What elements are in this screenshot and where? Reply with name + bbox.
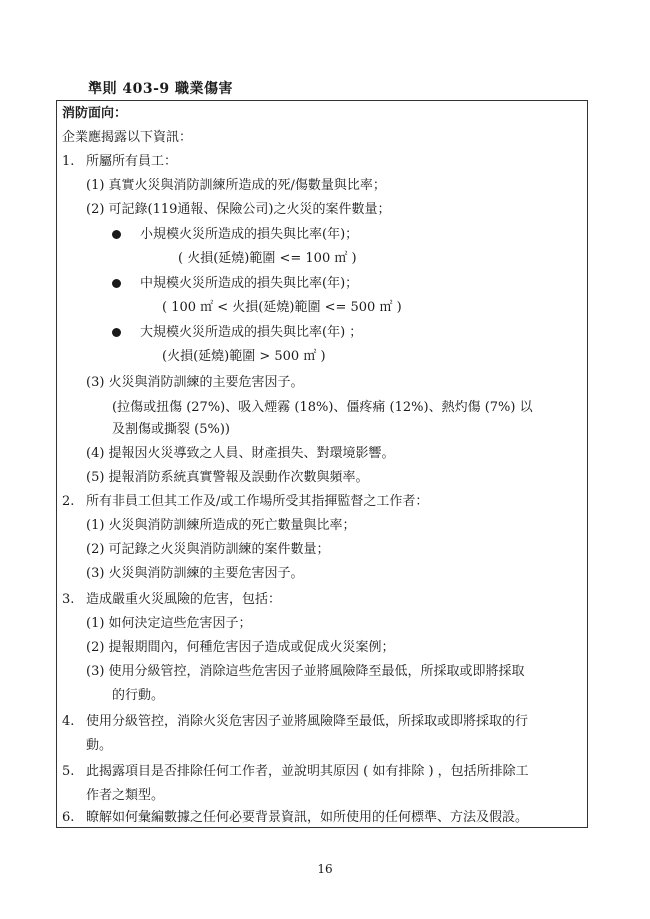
page-title: 準則 403-9 職業傷害 [88,81,234,97]
item-1-number: 1. [62,154,75,169]
item-1-sub-5: (5) 提報消防系統真實警報及誤動作次數與頻率。 [86,470,369,485]
item-4-text: 使用分級管控，消除火災危害因子並將風險降至最低，所採取或即將採取的行 [86,714,529,729]
item-6-number: 6. [62,810,75,825]
item-1-sub-3: (3) 火災與消防訓練的主要危害因子。 [86,375,304,390]
bullet-icon [112,279,121,288]
item-2-number: 2. [62,494,75,509]
item-1-sub-3-detail-2: 及割傷或撕裂 (5%)) [112,422,230,437]
item-3-sub-2: (2) 提報期間內，何種危害因子造成或促成火災案例； [86,640,395,655]
item-2-sub-3: (3) 火災與消防訓練的主要危害因子。 [86,566,304,581]
item-3-sub-3-cont: 的行動。 [112,688,165,703]
item-2-text: 所有非員工但其工作及/或工作場所受其指揮監督之工作者： [86,494,429,509]
intro-text: 企業應揭露以下資訊： [62,130,193,145]
item-2-sub-2: (2) 可記錄之火災與消防訓練的案件數量； [86,542,330,557]
item-5-number: 5. [62,764,75,779]
item-5-text: 此揭露項目是否排除任何工作者，並說明其原因 ( 如有排除 ) ，包括所排除工 [86,764,529,779]
bullet-icon [112,328,121,337]
item-3-sub-1: (1) 如何決定這些危害因子； [86,616,252,631]
item-3-text: 造成嚴重火災風險的危害，包括： [86,592,282,607]
item-3-sub-3: (3) 使用分級管控，消除這些危害因子並將風險降至最低，所採取或即將採取 [86,664,525,679]
item-2-sub-1: (1) 火災與消防訓練所造成的死亡數量與比率； [86,518,356,533]
bullet-medium-fire: 中規模火災所造成的損失與比率(年)； [140,276,359,291]
bullet-large-fire-range: (火損(延燒)範圍 > 500 ㎡ ) [162,349,326,364]
bullet-large-fire: 大規模火災所造成的損失與比率(年) ； [140,325,363,340]
bullet-small-fire: 小規模火災所造成的損失與比率(年)； [140,227,359,242]
bullet-icon [112,230,121,239]
item-1-sub-1: (1) 真實火災與消防訓練所造成的死/傷數量與比率； [86,178,386,193]
item-1-sub-3-detail-1: (拉傷或扭傷 (27%)、吸入煙霧 (18%)、僵疼痛 (12%)、熱灼傷 (7%) 以 [112,400,533,415]
item-6-text: 瞭解如何彙編數據之任何必要背景資訊，如所使用的任何標準、方法及假設。 [86,810,529,825]
item-5-text-cont: 作者之類型。 [86,788,165,803]
item-1-sub-4: (4) 提報因火災導致之人員、財產損失、對環境影響。 [86,446,395,461]
item-1-sub-2: (2) 可記錄(119通報、保險公司)之火災的案件數量； [86,202,391,217]
item-3-number: 3. [62,592,75,607]
item-4-number: 4. [62,714,75,729]
section-heading: 消防面向： [62,106,128,121]
bullet-small-fire-range: ( 火損(延燒)範圍 <= 100 ㎡ ) [178,251,357,266]
bullet-medium-fire-range: ( 100 ㎡ < 火損(延燒)範圍 <= 500 ㎡ ) [162,300,402,315]
item-1-text: 所屬所有員工： [86,154,178,169]
item-4-text-cont: 動。 [86,738,113,753]
page-number: 16 [317,862,333,876]
